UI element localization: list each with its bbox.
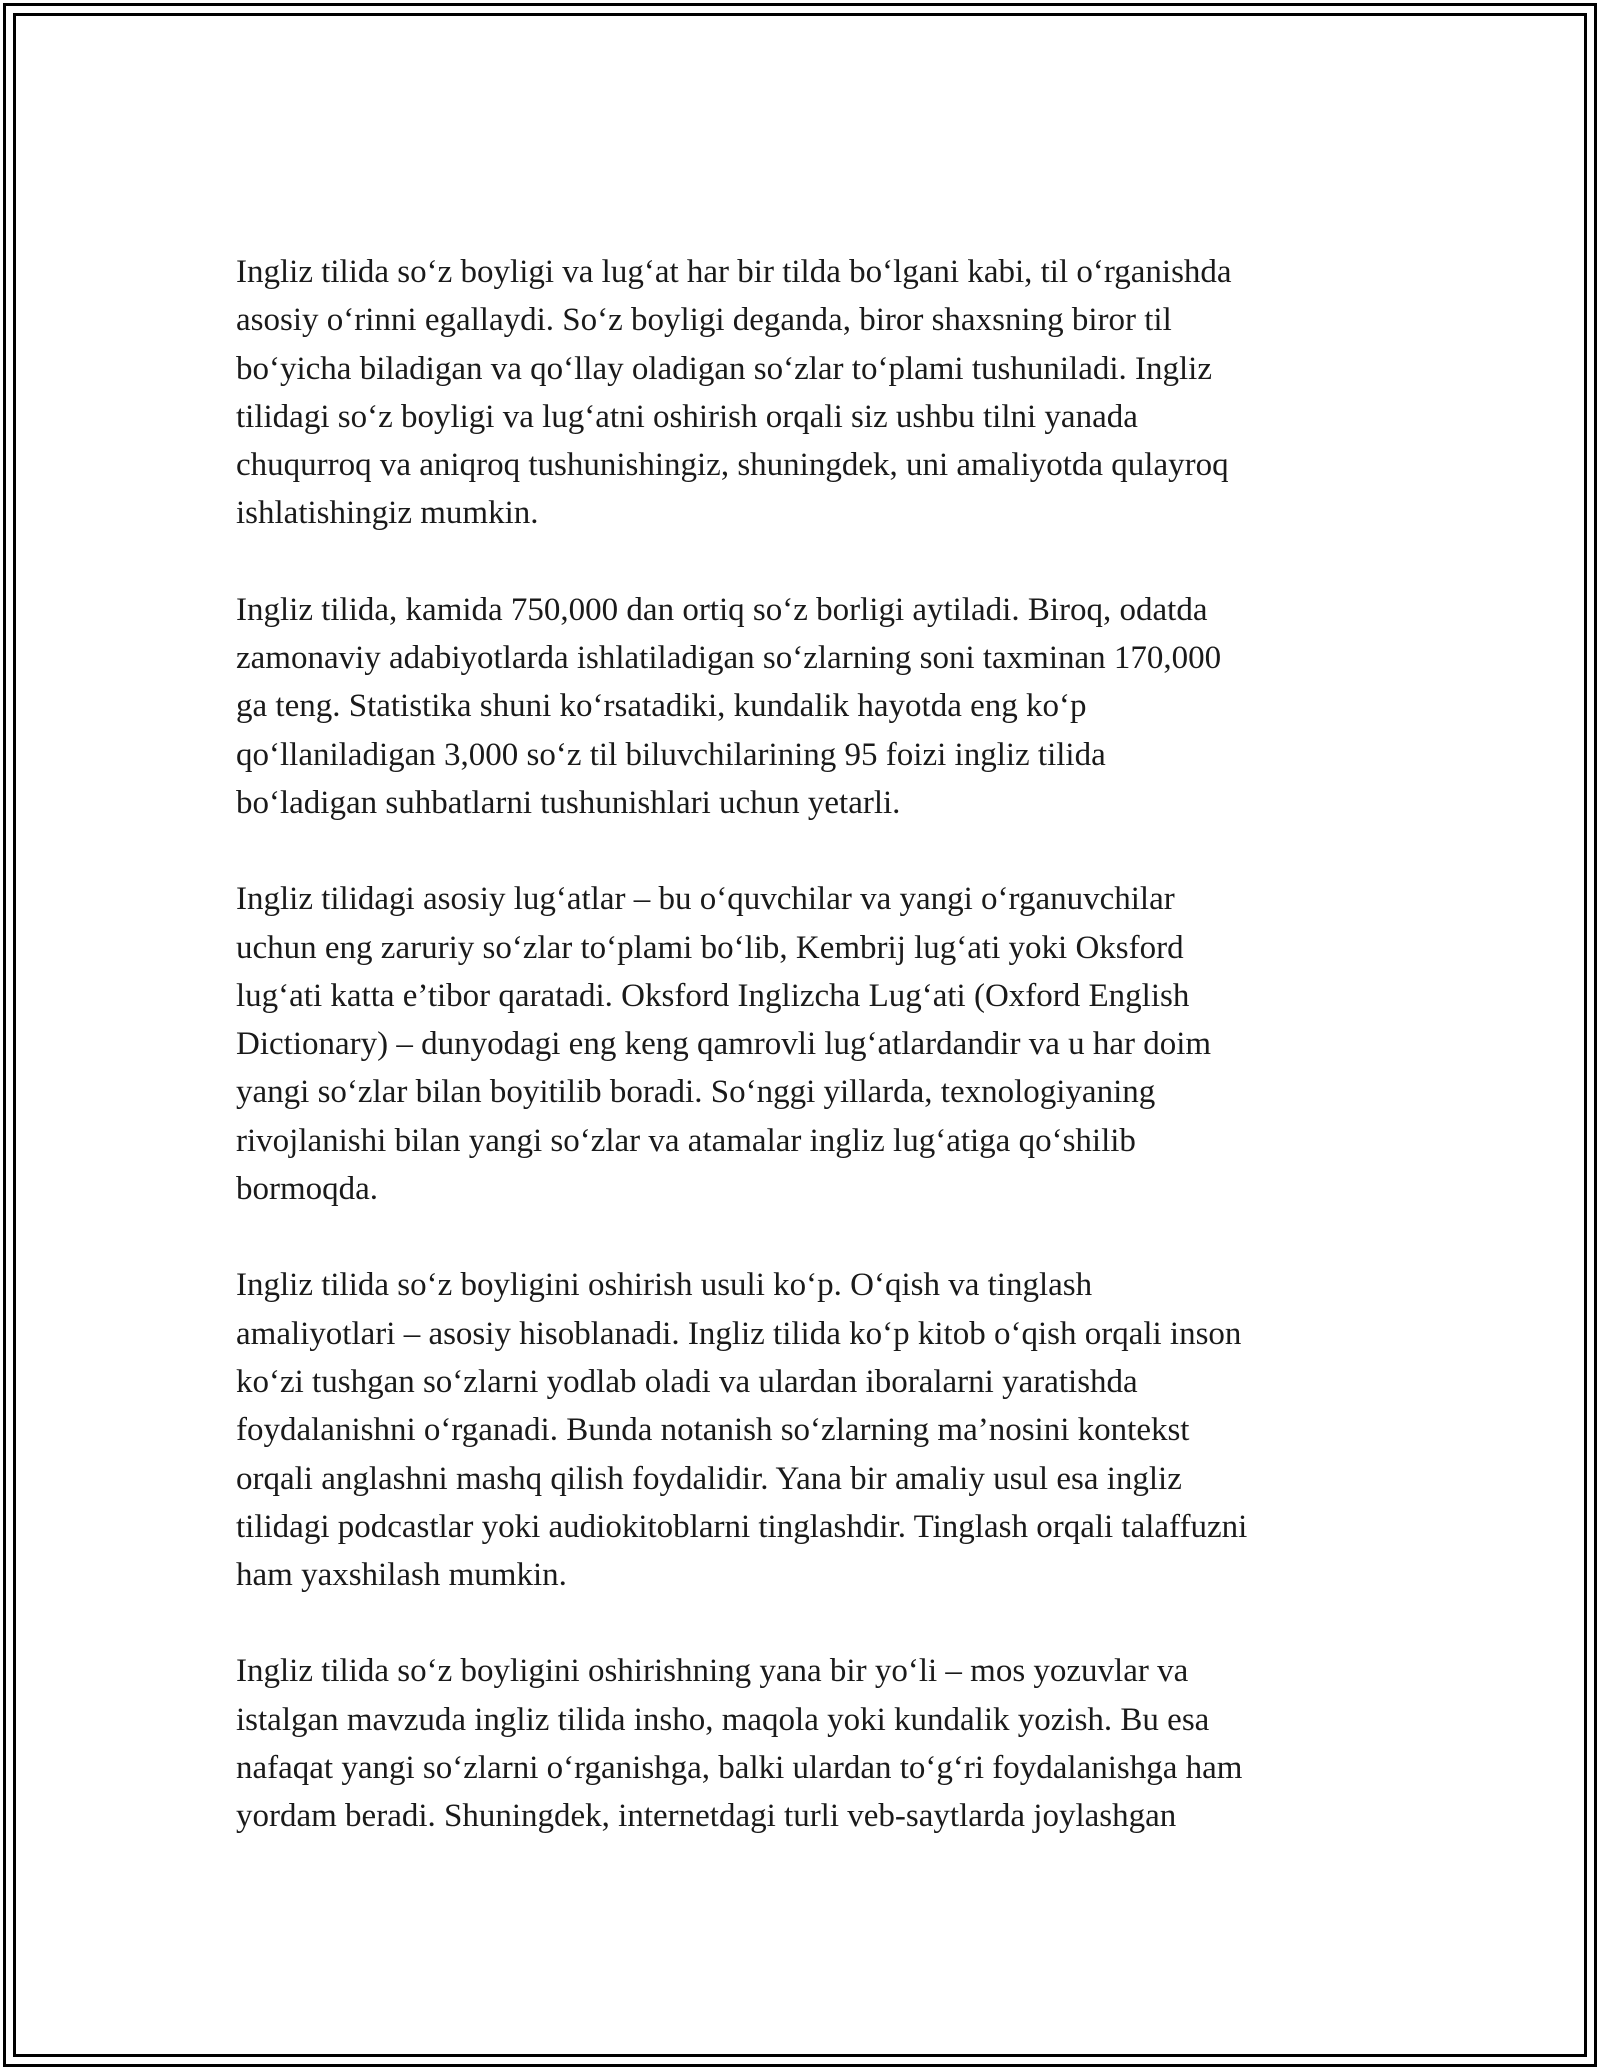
text-line: ham yaxshilash mumkin. xyxy=(236,1557,567,1594)
text-line: Ingliz tilidagi asosiy lug‘atlar – bu o‘quvchilar va yangi o‘rganuvchilar xyxy=(236,881,1175,918)
text-line: Ingliz tilida, kamida 750,000 dan ortiq so‘z borligi aytiladi. Biroq, odatda xyxy=(236,591,1208,628)
text-line: ishlatishingiz mumkin. xyxy=(236,495,539,532)
paragraph-2 xyxy=(236,586,1376,827)
text-line: asosiy o‘rinni egallaydi. So‘z boyligi deganda, biror shaxsning biror til xyxy=(236,302,1172,339)
text-line: foydalanishni o‘rganadi. Bunda notanish so‘zlarning ma’nosini kontekst xyxy=(236,1412,1190,1449)
text-line: uchun eng zaruriy so‘zlar to‘plami bo‘lib, Kembrij lug‘ati yoki Oksford xyxy=(236,929,1184,966)
paragraph-3 xyxy=(236,875,1376,1213)
text-line: istalgan mavzuda ingliz tilida insho, maqola yoki kundalik yozish. Bu esa xyxy=(236,1701,1210,1738)
text-line: nafaqat yangi so‘zlarni o‘rganishga, balki ulardan to‘g‘ri foydalanishga ham xyxy=(236,1750,1243,1787)
document-body xyxy=(236,248,1376,1889)
text-line: Ingliz tilida so‘z boyligini oshirishning yana bir yo‘li – mos yozuvlar va xyxy=(236,1653,1189,1690)
paragraph-4 xyxy=(236,1261,1376,1599)
text-line: bo‘ladigan suhbatlarni tushunishlari uchun yetarli. xyxy=(236,784,901,821)
text-line: amaliyotlari – asosiy hisoblanadi. Ingliz tilida ko‘p kitob o‘qish orqali inson xyxy=(236,1315,1242,1352)
text-line: bormoqda. xyxy=(236,1171,379,1208)
text-line: yordam beradi. Shuningdek, internetdagi turli veb-saytlarda joylashgan xyxy=(236,1798,1177,1835)
text-line: zamonaviy adabiyotlarda ishlatiladigan so‘zlarning soni taxminan 170,000 xyxy=(236,640,1222,677)
paragraph-1 xyxy=(236,248,1376,538)
text-line: Ingliz tilida so‘z boyligi va lug‘at har bir tilda bo‘lgani kabi, til o‘rganishda xyxy=(236,254,1232,290)
text-line: lug‘ati katta e’tibor qaratadi. Oksford Inglizcha Lug‘ati (Oxford English xyxy=(236,977,1190,1014)
text-line: tilidagi so‘z boyligi va lug‘atni oshirish orqali siz ushbu tilni yanada xyxy=(236,398,1138,435)
paragraph-5 xyxy=(236,1647,1376,1840)
text-line: Dictionary) – dunyodagi eng keng qamrovli lug‘atlardandir va u har doim xyxy=(236,1026,1212,1063)
text-line: bo‘yicha biladigan va qo‘llay oladigan so‘zlar to‘plami tushuniladi. Ingliz xyxy=(236,350,1212,387)
text-line: ga teng. Statistika shuni ko‘rsatadiki, kundalik hayotda eng ko‘p xyxy=(236,688,1087,725)
text-line: ko‘zi tushgan so‘zlarni yodlab oladi va ulardan iboralarni yaratishda xyxy=(236,1363,1138,1400)
text-line: chuqurroq va aniqroq tushunishingiz, shuningdek, uni amaliyotda qulayroq xyxy=(236,447,1229,484)
text-line: orqali anglashni mashq qilish foydalidir. Yana bir amaliy usul esa ingliz xyxy=(236,1460,1182,1497)
text-line: Ingliz tilida so‘z boyligini oshirish usuli ko‘p. O‘qish va tinglash xyxy=(236,1267,1093,1304)
text-line: tilidagi podcastlar yoki audiokitoblarni tinglashdir. Tinglash orqali talaffuzni xyxy=(236,1508,1248,1545)
text-line: qo‘llaniladigan 3,000 so‘z til biluvchilarining 95 foizi ingliz tilida xyxy=(236,736,1106,773)
text-line: yangi so‘zlar bilan boyitilib boradi. So‘nggi yillarda, texnologiyaning xyxy=(236,1074,1156,1111)
text-line: rivojlanishi bilan yangi so‘zlar va atamalar ingliz lug‘atiga qo‘shilib xyxy=(236,1122,1136,1159)
